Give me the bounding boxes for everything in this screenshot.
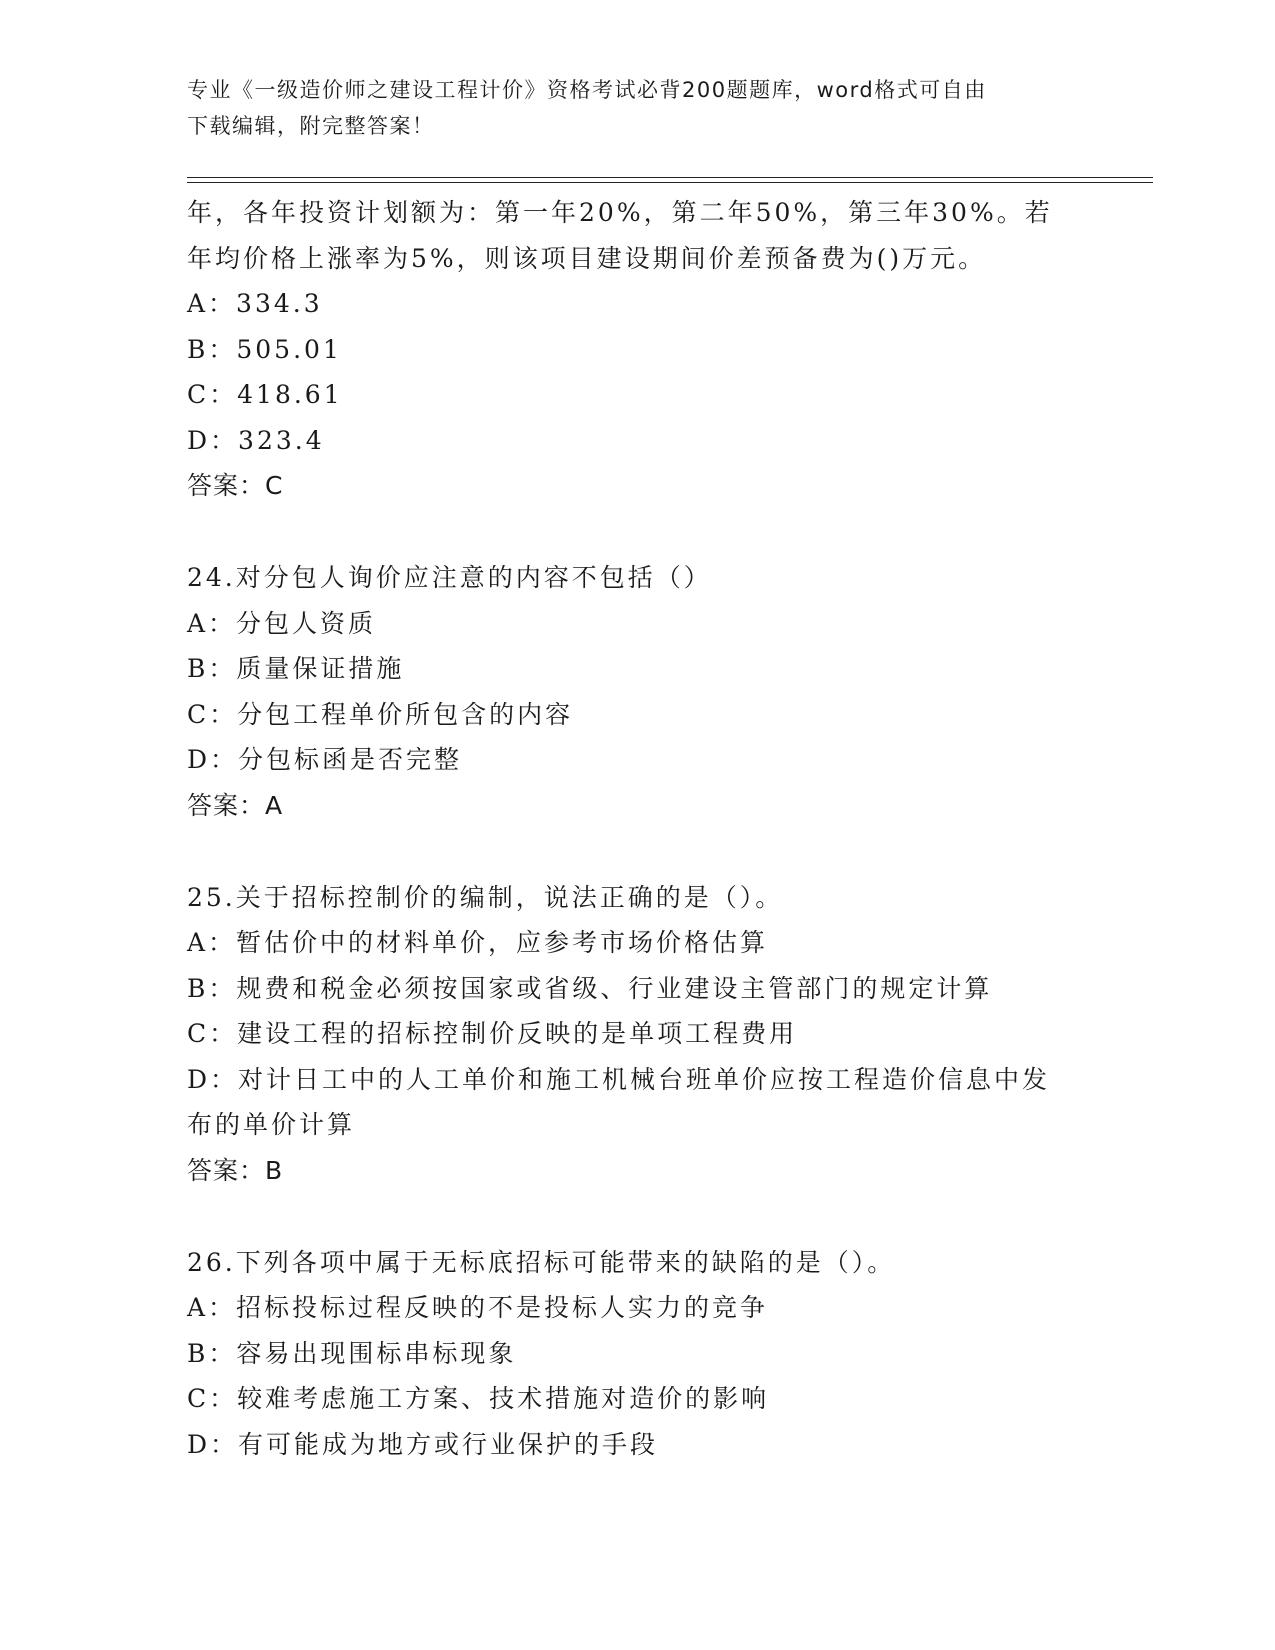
- option-b: B：质量保证措施: [187, 654, 405, 683]
- option-d-continued: 布的单价计算: [187, 1110, 356, 1139]
- option-b: B：规费和税金必须按国家或省级、行业建设主管部门的规定计算: [187, 973, 993, 1003]
- option-c: C：分包工程单价所包含的内容: [187, 699, 574, 729]
- spacer: [187, 828, 1087, 875]
- option-b: B：505.01: [187, 334, 342, 364]
- spacer: [187, 508, 1087, 555]
- option-d: D：有可能成为地方或行业保护的手段: [187, 1429, 659, 1459]
- question-stem: 25.关于招标控制价的编制，说法正确的是（）。: [187, 882, 784, 912]
- option-c: C：418.61: [187, 380, 343, 409]
- question-24: [187, 555, 1087, 828]
- option-a: A：招标投标过程反映的不是投标人实力的竞争: [187, 1293, 769, 1322]
- option-b: B：容易出现围标串标现象: [187, 1338, 517, 1368]
- header-line-1: 专业《一级造价师之建设工程计价》资格考试必背200题题库，word格式可自由: [187, 78, 987, 102]
- question-26: [187, 1240, 1087, 1468]
- document-header: [187, 72, 1067, 144]
- option-a: A：暂估价中的材料单价，应参考市场价格估算: [187, 928, 769, 957]
- option-c: C：较难考虑施工方案、技术措施对造价的影响: [187, 1384, 770, 1413]
- question-stem: 24.对分包人询价应注意的内容不包括（）: [187, 563, 712, 592]
- option-d: D：323.4: [187, 425, 325, 455]
- question-23: [187, 190, 1087, 508]
- question-stem: 26.下列各项中属于无标底招标可能带来的缺陷的是（）。: [187, 1247, 896, 1277]
- option-a: A：334.3: [187, 289, 323, 318]
- spacer: [187, 1193, 1087, 1240]
- option-d: D：分包标函是否完整: [187, 745, 463, 774]
- header-divider-bottom: [187, 182, 1153, 183]
- option-c: C：建设工程的招标控制价反映的是单项工程费用: [187, 1019, 798, 1048]
- question-stem-continued: 年，各年投资计划额为：第一年20%，第二年50%，第三年30%。若: [187, 198, 1053, 227]
- option-d: D：对计日工中的人工单价和施工机械台班单价应按工程造价信息中发: [187, 1064, 1051, 1094]
- answer: 答案：A: [187, 790, 284, 820]
- answer: 答案：B: [187, 1155, 284, 1185]
- question-list: [187, 190, 1087, 1467]
- question-stem-continued: 年均价格上涨率为5%，则该项目建设期间价差预备费为()万元。: [187, 243, 987, 273]
- header-divider-top: [187, 177, 1153, 178]
- header-line-2: 下载编辑，附完整答案！: [187, 114, 435, 138]
- answer: 答案：C: [187, 471, 284, 500]
- question-25: [187, 875, 1087, 1193]
- option-a: A：分包人资质: [187, 608, 377, 638]
